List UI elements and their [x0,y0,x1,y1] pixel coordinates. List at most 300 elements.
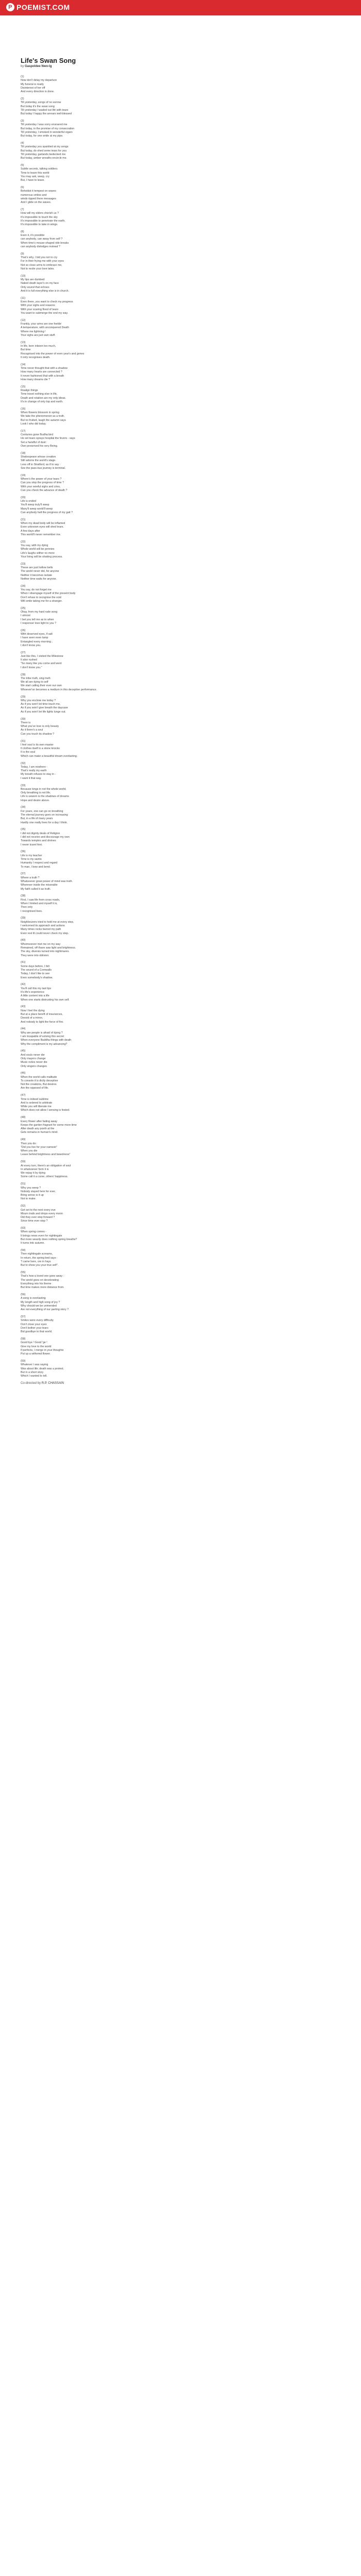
poem-line: Everything into his theme [21,1282,52,1286]
poem-line: You want to submerge the end my way. [21,312,69,315]
poem-line: My breath refuses to stay in - [21,773,56,776]
poem-line: And it is full everything else is in church. [21,290,69,293]
poem-line: Bring worse is it up [21,1194,44,1197]
stanza [21,718,340,736]
poem-line: And I glide on the waves. [21,201,52,205]
stanza [21,97,340,116]
stanza-number: (58) [21,1337,26,1341]
stanza-number: (54) [21,1249,26,1252]
poem-line: It only recognises death. [21,356,51,359]
poem-line: Naked death layer's on my face [21,282,59,285]
poem-line: Your sighs are just vain stuff. [21,334,56,337]
stanza-number: (42) [21,983,26,987]
poem-line: Why are people is afraid of dying ? [21,1031,63,1035]
stanza [21,75,340,94]
poem-line: Disinterest of her off [21,86,45,90]
poem-line: Only breathing is not life, [21,791,51,795]
poem-line: First, I saw life from cross roads, [21,898,60,902]
poem-line: As if you won't let life lights lunge out. [21,710,66,714]
poem-line: Your living will be shaking process. [21,555,63,558]
stanza-number: (55) [21,1271,26,1275]
poem-line: The sound of a Cornwalls [21,968,52,972]
poem-line: With your woeful sighs and cries, [21,485,61,488]
poem-line: We start calling their ever our own [21,684,62,688]
poem-line: Did they ever step forward ? [21,1216,55,1219]
poem-content [21,57,340,1385]
stanza-number: (2) [21,97,24,100]
stanza [21,1049,340,1068]
poem-line: I utmost [21,614,30,618]
poem-line: And nobody to light the force of fire. [21,1020,64,1024]
poem-line: can anybody, can away from self ? [21,238,63,241]
poem-line: We take the phenomenon as a truth. [21,415,65,418]
poem-line: Nobody stayed here for ever, [21,1190,56,1193]
stanza [21,806,340,824]
poem-line: With your sighs and reasons [21,304,55,308]
stanza [21,363,340,382]
poem-line: This world'll never remember me. [21,533,61,536]
poem-line: Whoever'on becomes a medium in this deceptive performance. [21,688,97,691]
poem-line: Don't bother your tears [21,1327,48,1330]
poem-line: Neither it becomes isolate [21,573,52,577]
poem-line: It's impossible to take in wings. [21,223,58,227]
poem-credit [21,1382,340,1385]
poem-line: Why should we be unmended [21,1304,57,1308]
stanza [21,872,340,891]
stanza [21,1138,340,1157]
stanza [21,983,340,1002]
stanza-number: (16) [21,407,26,411]
stanza [21,1271,340,1290]
poem-line: Where a truth ? [21,876,40,879]
poem-line: Gets remains in human's mind. [21,1131,58,1134]
poem-line: With your scaring flood of tears [21,308,59,311]
poem-line: My length and high song of joy ? [21,1300,60,1304]
poem-line: numerous smiles and [21,193,47,197]
stanza-number: (46) [21,1072,26,1075]
poem-line: And every direction is done. [21,90,55,94]
stanza-number: (37) [21,872,26,876]
stanza [21,341,340,360]
stanza [21,208,340,227]
poem-line: But today, amber wreaths encircle me. [21,157,67,160]
poem-line: Even somebody's shadow. [21,976,53,979]
poem-line: When spring comes - [21,1230,47,1234]
stanza-number: (11) [21,296,26,300]
poem-line: Don't refuse to recognise the void [21,596,61,599]
stanza [21,585,340,603]
poem-line: That's how a loved one goes away : [21,1275,64,1278]
poem-line: Whatever I was saying [21,1363,48,1367]
poem-line: You'll weep truly'll weep [21,503,50,507]
poem-line: Whole world will be pennies [21,548,55,551]
poem-line: To man, I bow and bend. [21,865,51,869]
stanza [21,1337,340,1356]
poem-line: Many'll weep world'll weep [21,507,53,511]
poem-line: Now don't delay my departure [21,79,57,82]
stanza [21,1182,340,1201]
stanza [21,673,340,692]
poem-line: If perfects, I merge in your thoughts [21,1349,64,1352]
stanza [21,740,340,758]
poem-line: Time to leave this world [21,171,50,175]
stanza-number: (27) [21,651,26,654]
stanza-number: (19) [21,473,26,477]
poem-line: I did not receive and discourage my own [21,836,70,839]
poem-line: Don't close your eyes [21,1323,47,1326]
poem-line: As if you won't give breath the daycase [21,706,68,710]
poem-line: When one starts distrusting his own self. [21,998,70,1002]
poem-line: Death and rotation are my only ideas. [21,396,67,400]
poem-line: He set tears sprays hospital the fevers - says [21,437,75,440]
stanza-number: (40) [21,939,26,942]
stanza-number: (28) [21,673,26,676]
poem-line: Hardly one really lives for a day I think. [21,821,68,824]
poem-line: But today, do shed some tears for you [21,149,67,152]
poem-line: Now I feel the dying [21,1009,45,1012]
poem-line: "So many like you come and went [21,662,62,666]
stanza-number: (44) [21,1027,26,1031]
byline-label: by [21,65,24,68]
poem-line: Get set to the next every eve [21,1208,56,1212]
stanza [21,1160,340,1179]
poem-line: Give my love to the world [21,1345,52,1348]
poem-line: Realign things [21,389,38,393]
poem-line: It clothes itself in a stone knocks [21,747,60,751]
stanza-number: (56) [21,1293,26,1297]
poem-line: Put up a withered flower. [21,1352,51,1356]
poem-line: But time makes more distance from. [21,1286,64,1290]
poem-line: Because kings in not the whole world, [21,787,67,791]
stanza-number: (13) [21,341,26,344]
poem-line: There is [21,721,31,724]
poem-line: Entangled every morning ; [21,640,53,643]
poem-line: Keeps the garden fragrant for some more time [21,1123,77,1127]
stanza-number: (23) [21,562,26,566]
poem-line: Bid goodbye to that world. [21,1330,53,1334]
stanza-number: (59) [21,1360,26,1363]
poem-line: The world goes on decelerating [21,1278,59,1282]
stanza [21,563,340,581]
poem-line: Some days before, I felt [21,964,50,968]
poem-line: Can anybody halt the progress of my gait ? [21,511,73,514]
stanza-number: (31) [21,739,26,743]
poem-line: Till yesterday I waded out life with tears [21,108,69,112]
poem-line: I never travel feet. [21,843,43,846]
stanza-number: (6) [21,185,24,189]
poem-line: These are just hollow bells [21,566,53,569]
poem-line: It's impossible to touch the sky [21,215,58,219]
poem-line: Towards temples and shrines [21,839,56,843]
poem-line: As it there's a soul [21,728,43,732]
poem-line: Since time ever stop ? [21,1219,48,1223]
poem-line: Not the creations, But desires [21,1083,57,1087]
poem-line: Time travel nothing else in life, [21,393,58,396]
poem-line: Life is sewern is the shadows of dreams [21,795,69,799]
poem-line: You say, do not forget me [21,588,52,591]
stanza-number: (33) [21,784,26,787]
poem-line: We repay it by dying [21,1172,45,1175]
stanza-number: (53) [21,1227,26,1230]
stanza [21,762,340,781]
poem-line: As if you won't let time touch me, [21,703,61,706]
poem-line: Only mayers change [21,1057,46,1060]
poem-line: But today, for one smile at my pipe. [21,134,63,138]
poem-line: Even rest lit could never check my step. [21,931,69,935]
poem-line: The eternal journey goes on increasing [21,814,68,817]
poem-line: See the pass-bus journey is terminal. [21,466,66,470]
stanza-number: (39) [21,917,26,920]
stanza [21,894,340,913]
poem-line: Hope and desire above. [21,799,50,802]
poem-line: In whatsoever form it is [21,1167,49,1171]
stanza [21,629,340,648]
poem-line: I bet you tell me as to when [21,618,54,621]
stanza-number: (17) [21,429,26,433]
poem-line: Why you weep ? [21,1186,41,1190]
poem-line: But no fruited, laugh the autumn says [21,418,66,422]
poem-line: When flowers blossom in spring [21,411,59,415]
poem-line: How many hearts are connected ? [21,370,62,374]
poem-line: That's why, I bid you not to cry [21,256,57,260]
poem-line: You may ask, weep, cry [21,175,50,178]
stanza-number: (48) [21,1116,26,1120]
poem-line: It never fashioned that with a breath [21,374,64,378]
stanza [21,828,340,846]
poem-line: While you will liberate me [21,1105,52,1109]
poem-line: Neither time waits for anyone. [21,577,57,581]
poem-line: And souls never die [21,1053,45,1057]
site-header [0,0,361,15]
stanza-number: (52) [21,1205,26,1208]
stanza [21,496,340,515]
stanza-number: (25) [21,606,26,610]
poem-line: At every turn, there's an obligation of soul [21,1164,71,1167]
poem-line: After death any poeth at the [21,1127,55,1131]
poem-line: I don't know you." [21,666,42,669]
poem-line: I don't know you. [21,643,41,647]
stanza [21,1315,340,1334]
poem-line: Centuries gone Budha bird [21,433,54,437]
poem-line: Every flower after fading away [21,1120,57,1123]
poem-line: Shakespeare whose creation [21,455,56,459]
poem-line: It is the soul [21,751,36,754]
stanza-number: (38) [21,894,26,898]
poem-line: Till yesterday, I smoked in wonderful cigars [21,130,73,134]
poem-line: They were into oblivion. [21,954,50,957]
stanza [21,651,340,670]
poem-line: Smiles were every difficulty [21,1319,54,1323]
poem-line: Time is indeed sublime [21,1097,48,1101]
poem-line: Life is ended [21,500,37,503]
stanza [21,1249,340,1267]
stanza [21,452,340,470]
poem-line: "I came here, ore in hays [21,1260,51,1264]
poem-line: That's really my earth [21,769,47,773]
stanza-number: (45) [21,1049,26,1053]
poem-line: Good bye ! Good 'ge ! [21,1341,47,1345]
poem-line: A temperature, with unconquered Death [21,326,69,330]
poem-line: It brings news even for nightingale [21,1234,62,1238]
poem-line: Can you stop the progress of time ? [21,481,64,485]
poem-line: It turns into autumn. [21,1242,45,1245]
poem-line: The sky, diversis turned into nightmares. [21,950,70,954]
poem-line: Less off in Stratford, as if to say : [21,463,61,466]
stanza-number: (14) [21,363,26,366]
poem-line: Not so close arms to embrace me, [21,263,62,267]
poem-line: I did not dignity deals of Religion [21,832,60,835]
poem-line: You say, with my dying [21,544,48,547]
poem-line: Own preserved his very Being. [21,444,58,448]
stanza-number: (24) [21,584,26,588]
poem-line: For years, one can go on breathing [21,809,63,813]
poem-line: It also rushed [21,658,37,662]
stanza-number: (9) [21,252,24,256]
poemist-logo-icon: P [6,3,14,11]
poem-line: Look I who did today. [21,422,46,426]
poem-line: My funeral is ready [21,82,44,86]
poem-line: Then nightingale screams, [21,1252,53,1256]
poem-line: winds ripped there messages [21,197,56,200]
poem-line: Even there, you want to check my progress [21,300,73,304]
stanza [21,696,340,714]
stanza-number: (41) [21,961,26,964]
poem-line: You'll call this my last lips [21,987,52,990]
stanza-number: (32) [21,761,26,765]
poem-line: Life is my teacher [21,854,42,857]
stanza-number: (26) [21,629,26,632]
poem-line: Devoid of a mirror, [21,1016,43,1020]
poem-line: When I disengage myself of the present body [21,592,76,596]
stanza [21,1293,340,1312]
poem-line: Can you touch its shadow ? [21,732,55,736]
poem-line: With deserved eyes, if salt [21,632,53,636]
stanza-number: (29) [21,695,26,699]
poem-line: My lips are dumbed [21,278,45,282]
stanza-number: (3) [21,119,24,123]
poem-line: We all are dying to self [21,681,48,684]
poem-line: It's impossible to penetrate the earth, [21,219,65,223]
poem-line: I am incapable of solving this secret [21,1035,64,1038]
poem-line: But today I happy the arrears well-blessed [21,112,72,116]
poem-line: When you die [21,1149,38,1153]
stanza [21,961,340,979]
stanza [21,474,340,493]
stanza-number: (20) [21,496,26,499]
stanza [21,120,340,138]
stanza [21,252,340,271]
poem-line: It's in change of only top and earth. [21,400,63,403]
stanza-number: (36) [21,850,26,854]
stanza-number: (5) [21,163,24,167]
stanza-number: (21) [21,518,26,521]
poem-line: To console it is dictly deceptive [21,1079,58,1082]
poem-line: In return, the spring bed says : [21,1256,58,1260]
stanza [21,186,340,205]
stanza-number: (4) [21,141,24,145]
stanza-number: (1) [21,75,24,78]
poem-line: Even unknown eyes will shed tears. [21,526,64,529]
poem-line: Which can make a beautiful dream everlasting. [21,754,78,758]
poem-line: Frankly, your arms are one feeble [21,323,61,326]
stanza [21,784,340,803]
stanza-number: (34) [21,806,26,809]
stanza-number: (15) [21,385,26,388]
stanza [21,142,340,160]
credit-label: Co-directed by [21,1382,41,1385]
poem-line: Not to recite your love tales. [21,267,55,271]
credit-name: R.P. CHASSAIN [41,1382,64,1385]
poem-line: In life, born inbeen too much, [21,345,56,348]
poem-line: But in a short story [21,1370,44,1374]
poem-line: Neighbourers tried to hold me at every step, [21,920,74,924]
poem-line: My faith called it as truth. [21,887,51,891]
stanza [21,230,340,249]
stanza [21,430,340,448]
poem-line: The world never did, for anyone [21,570,59,573]
stanza [21,1072,340,1090]
poem-line: Which does not allow I sensing is fested. [21,1109,70,1112]
stanza-number: (22) [21,540,26,544]
stanza [21,1005,340,1024]
poem-line: I feel soul is its own master [21,743,54,747]
stanza-number: (12) [21,318,26,322]
poem-line: Humanity I respect and regard [21,861,58,865]
poem-line: But, in a life of many years [21,817,53,821]
stanza [21,275,340,293]
stanza-number: (10) [21,274,26,278]
stanza [21,518,340,537]
poem-line: Leave behind brightness and bewolness" [21,1153,71,1157]
poem-line: A song is everlasting [21,1297,46,1300]
poem-line: I response/ love light to you ? [21,621,56,625]
stanza [21,917,340,935]
poem-line: I want it that way. [21,776,42,780]
poem-line: The tribe truth, sing truth [21,676,51,680]
poem-line: Will smile taking me for a stranger. [21,599,62,603]
poem-line: How will my elders cherish us ? [21,212,59,215]
poem-line: When everyone Buddha things with death [21,1039,72,1042]
poem-body [21,75,340,1379]
stanza [21,1227,340,1245]
poem-line: Time is my saints [21,858,42,861]
poem-line: Mourn trails and drops every moon [21,1212,63,1215]
poem-line: I recognised lives. [21,909,43,913]
stanza [21,1027,340,1046]
poem-line: Are not everything of our parting story ? [21,1308,69,1312]
poem-line: What you've love is only beauty [21,725,59,728]
poem-line: Set a handful of dust : [21,440,47,444]
poem-line: Then you do : [21,1142,38,1145]
poem-line: Why the compliment is my advancing? [21,1042,68,1046]
poem-line: Just like this, I visited the Milestone [21,654,63,658]
poem-line: Beholdst it tempest on waves [21,190,56,193]
stanza-number: (18) [21,451,26,455]
poem-line: Many times rocks barred my path [21,928,61,931]
poem-line: Some call it a curse, others' happiness. [21,1175,68,1179]
poem-title: Life's Swan Song [21,57,76,64]
poem-line: I have seen even lamp [21,636,48,640]
poem-line: It's life's experience [21,990,44,994]
poem-author-link[interactable]: Gaspoldee Nwo-Ig [25,65,52,68]
site-logo[interactable] [6,3,70,11]
poem-line: But time [21,348,31,352]
poem-line: Where me lightning ! [21,330,46,333]
poem-line: Whatsoever great power of mind was truth. [21,880,73,884]
poem-line: And is ordered to arbitrate [21,1101,53,1105]
stanza [21,607,340,625]
poem-line: A few days after [21,529,40,533]
